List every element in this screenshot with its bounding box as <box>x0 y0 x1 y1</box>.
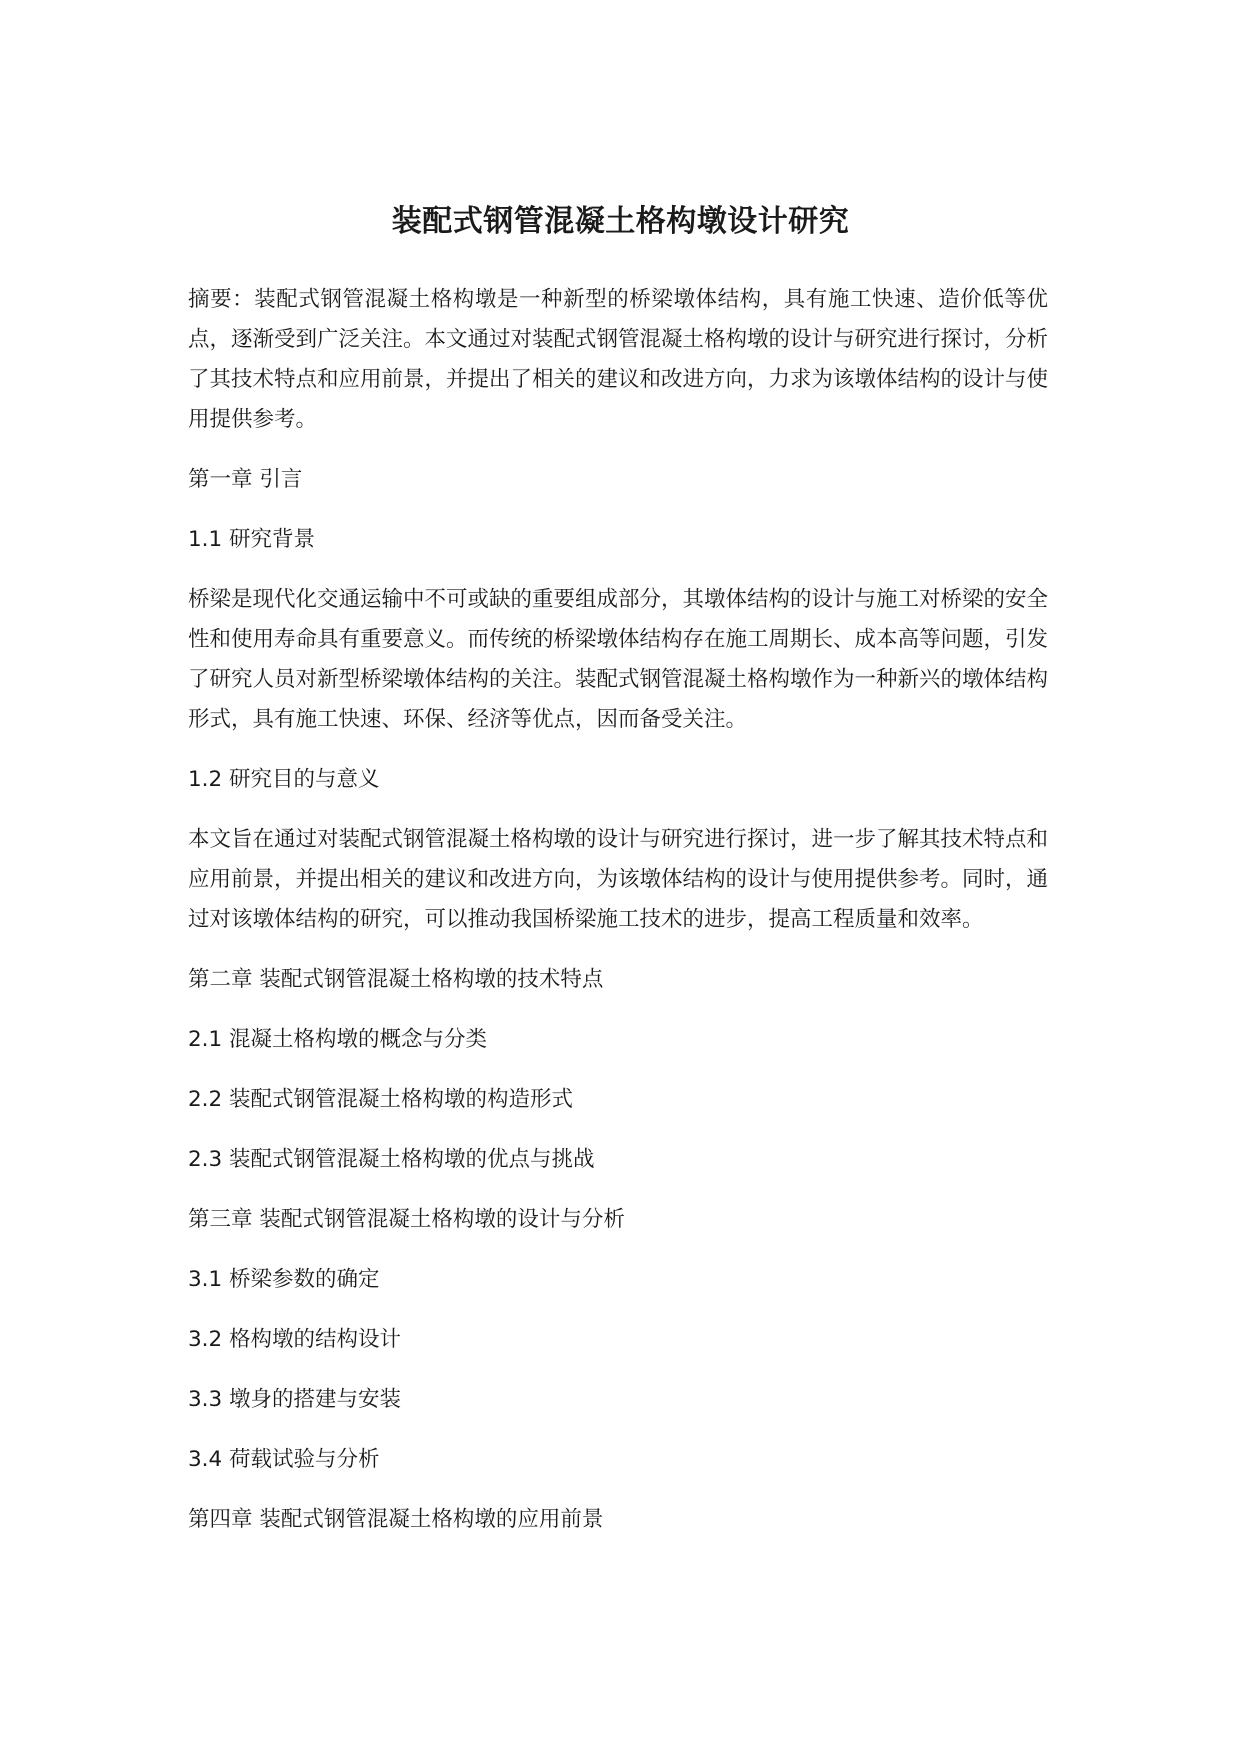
document-body <box>188 280 1048 1560</box>
chapter-4-heading: 第四章 装配式钢管混凝土格构墩的应用前景 <box>188 1507 604 1532</box>
document-title: 装配式钢管混凝土格构墩设计研究 <box>391 204 850 240</box>
section-2-2-heading: 2.2 装配式钢管混凝土格构墩的构造形式 <box>188 1087 574 1112</box>
section-2-1-heading: 2.1 混凝土格构墩的概念与分类 <box>188 1027 488 1052</box>
section-3-4-heading: 3.4 荷载试验与分析 <box>188 1447 380 1472</box>
section-3-3-heading: 3.3 墩身的搭建与安装 <box>188 1387 402 1412</box>
chapter-3-heading: 第三章 装配式钢管混凝土格构墩的设计与分析 <box>188 1207 625 1232</box>
chapter-2-heading: 第二章 装配式钢管混凝土格构墩的技术特点 <box>188 967 604 992</box>
section-3-2-heading: 3.2 格构墩的结构设计 <box>188 1327 402 1352</box>
section-3-1-heading: 3.1 桥梁参数的确定 <box>188 1267 380 1292</box>
section-1-1-paragraph: 桥梁是现代化交通运输中不可或缺的重要组成部分，其墩体结构的设计与施工对桥梁的安全性和使用寿命具有重要意义。而传统的桥梁墩体结构存在施工周期长、成本高等问题，引发了研究人员对新型桥梁墩体结构的关注。装配式钢管混凝土格构墩作为一种新兴的墩体结构形式，具有施工快速、环保、经济等优点，因而备受关注。 <box>188 587 1049 732</box>
abstract-paragraph: 摘要：装配式钢管混凝土格构墩是一种新型的桥梁墩体结构，具有施工快速、造价低等优点，逐渐受到广泛关注。本文通过对装配式钢管混凝土格构墩的设计与研究进行探讨，分析了其技术特点和应用前景，并提出了相关的建议和改进方向，力求为该墩体结构的设计与使用提供参考。 <box>188 287 1049 432</box>
section-2-3-heading: 2.3 装配式钢管混凝土格构墩的优点与挑战 <box>188 1147 595 1172</box>
section-1-2-paragraph: 本文旨在通过对装配式钢管混凝土格构墩的设计与研究进行探讨，进一步了解其技术特点和应用前景，并提出相关的建议和改进方向，为该墩体结构的设计与使用提供参考。同时，通过对该墩体结构的研究，可以推动我国桥梁施工技术的进步，提高工程质量和效率。 <box>188 827 1049 932</box>
section-1-1-heading: 1.1 研究背景 <box>188 527 316 552</box>
chapter-1-heading: 第一章 引言 <box>188 467 303 492</box>
section-1-2-heading: 1.2 研究目的与意义 <box>188 767 380 792</box>
